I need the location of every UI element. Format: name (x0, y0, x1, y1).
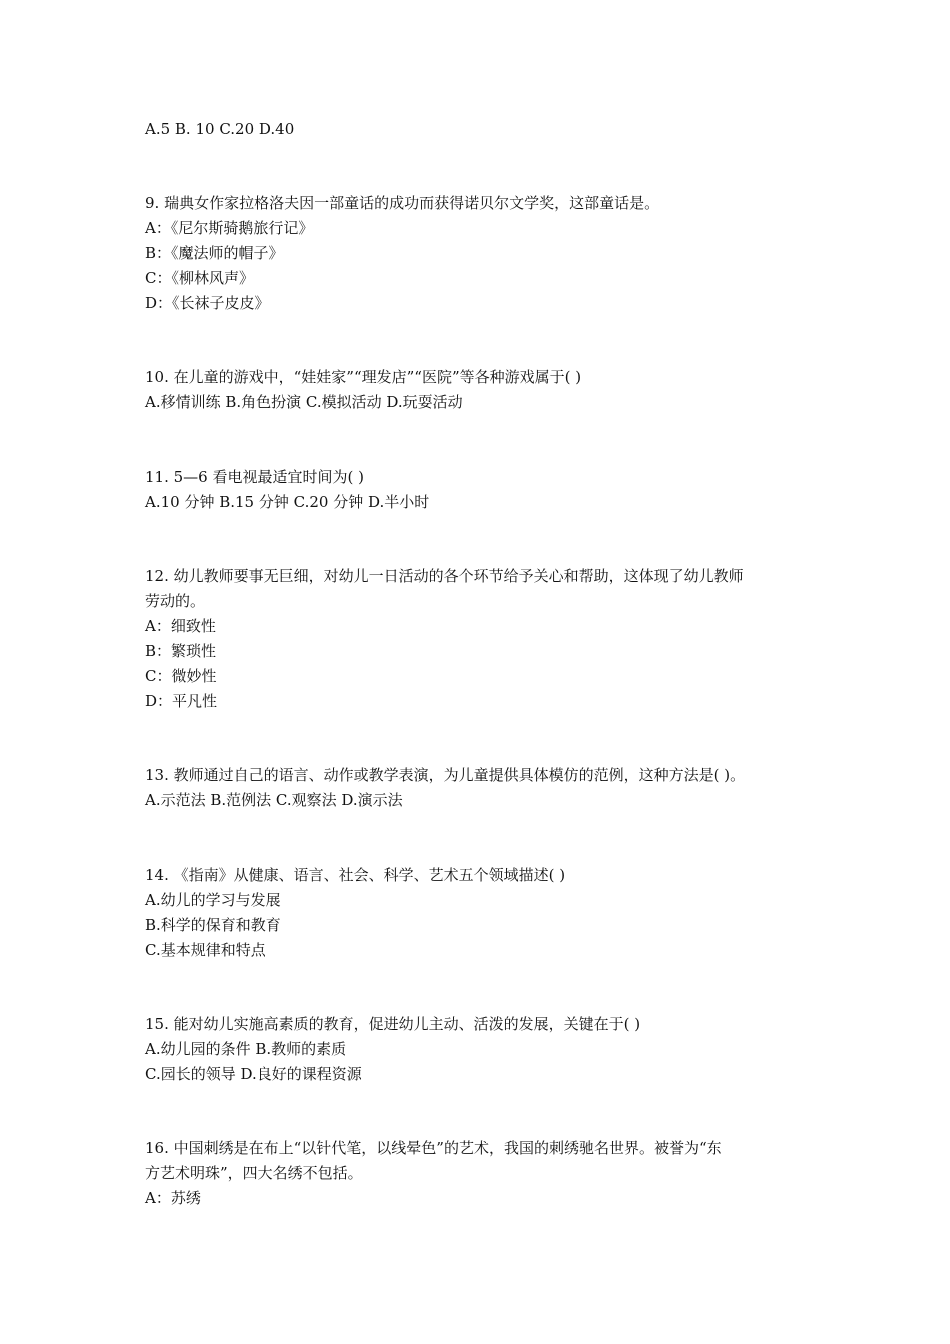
question-12-option-a: A：细致性 (145, 617, 216, 635)
question-14-option-b: B.科学的保育和教育 (145, 916, 281, 934)
question-10-stem: 10. 在儿童的游戏中，“娃娃家”“理发店”“医院”等各种游戏属于( ) (145, 368, 582, 386)
question-9-option-a: A：《尼尔斯骑鹅旅行记》 (145, 219, 314, 237)
question-16-stem-line1: 16. 中国刺绣是在布上“以针代笔，以线晕色”的艺术，我国的刺绣驰名世界。被誉为“东 (145, 1139, 722, 1157)
question-11-options: A.10 分钟 B.15 分钟 C.20 分钟 D.半小时 (145, 493, 430, 511)
question-9-option-b: B：《魔法师的帽子》 (145, 244, 284, 262)
question-12-stem-line1: 12. 幼儿教师要事无巨细，对幼儿一日活动的各个环节给予关心和帮助，这体现了幼儿教师 (145, 567, 744, 585)
question-11-stem: 11. 5—6 看电视最适宜时间为( ) (145, 468, 364, 486)
document-page (145, 0, 815, 1344)
question-9-option-c: C：《柳林风声》 (145, 269, 254, 287)
question-9-stem: 9. 瑞典女作家拉格洛夫因一部童话的成功而获得诺贝尔文学奖，这部童话是。 (145, 194, 660, 212)
question-16-stem-line2: 方艺术明珠”，四大名绣不包括。 (145, 1164, 363, 1182)
question-10-options: A.移情训练 B.角色扮演 C.模拟活动 D.玩耍活动 (145, 393, 463, 411)
question-15-options-line2: C.园长的领导 D.良好的课程资源 (145, 1065, 362, 1083)
question-15-options-line1: A.幼儿园的条件 B.教师的素质 (145, 1040, 347, 1058)
question-13-options: A.示范法 B.范例法 C.观察法 D.演示法 (145, 791, 403, 809)
question-14-option-a: A.幼儿的学习与发展 (145, 891, 281, 909)
question-12-option-b: B：繁琐性 (145, 642, 217, 660)
question-13-stem: 13. 教师通过自己的语言、动作或教学表演，为儿童提供具体模仿的范例，这种方法是( )。 (145, 766, 746, 784)
question-12-stem-line2: 劳动的。 (145, 592, 206, 610)
question-12-option-d: D：平凡性 (145, 692, 218, 710)
question-14-stem: 14. 《指南》从健康、语言、社会、科学、艺术五个领域描述( ) (145, 866, 566, 884)
question-8-options: A.5 B. 10 C.20 D.40 (145, 120, 295, 138)
question-15-stem: 15. 能对幼儿实施高素质的教育，促进幼儿主动、活泼的发展，关键在于( ) (145, 1015, 641, 1033)
question-12-option-c: C：微妙性 (145, 667, 217, 685)
question-9-option-d: D：《长袜子皮皮》 (145, 294, 270, 312)
question-14-option-c: C.基本规律和特点 (145, 941, 266, 959)
question-16-option-a: A：苏绣 (145, 1189, 201, 1207)
